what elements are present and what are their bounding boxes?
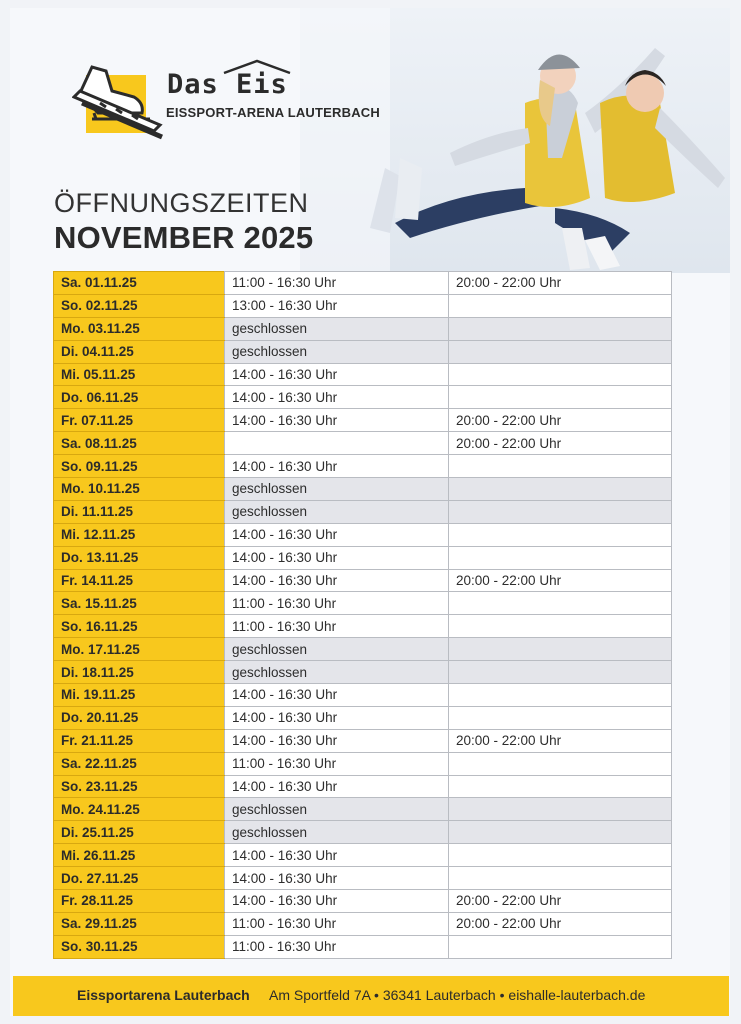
- table-row: [54, 523, 672, 546]
- time-slot-1: 11:00 - 16:30 Uhr: [225, 272, 449, 295]
- time-slot-2: [449, 363, 672, 386]
- page-title: ÖFFNUNGSZEITEN: [54, 188, 309, 218]
- day-cell: Mo. 10.11.25: [54, 478, 225, 501]
- table-row: [54, 340, 672, 363]
- day-cell: Do. 13.11.25: [54, 546, 225, 569]
- day-cell: Mi. 26.11.25: [54, 844, 225, 867]
- time-slot-2: [449, 935, 672, 958]
- day-cell: So. 02.11.25: [54, 294, 225, 317]
- day-cell: Mi. 19.11.25: [54, 684, 225, 707]
- table-row: [54, 844, 672, 867]
- time-slot-2: [449, 478, 672, 501]
- time-slot-2: [449, 546, 672, 569]
- table-row: [54, 752, 672, 775]
- day-cell: Do. 20.11.25: [54, 706, 225, 729]
- time-slot-1: geschlossen: [225, 798, 449, 821]
- time-slot-1: geschlossen: [225, 661, 449, 684]
- day-cell: Do. 06.11.25: [54, 386, 225, 409]
- table-row: [54, 775, 672, 798]
- time-slot-2: 20:00 - 22:00 Uhr: [449, 890, 672, 913]
- table-row: [54, 798, 672, 821]
- time-slot-1: 14:00 - 16:30 Uhr: [225, 386, 449, 409]
- time-slot-2: [449, 500, 672, 523]
- logo: [72, 63, 380, 153]
- table-row: [54, 500, 672, 523]
- day-cell: Mo. 24.11.25: [54, 798, 225, 821]
- time-slot-2: 20:00 - 22:00 Uhr: [449, 409, 672, 432]
- table-row: [54, 363, 672, 386]
- time-slot-2: 20:00 - 22:00 Uhr: [449, 569, 672, 592]
- schedule-table: [53, 271, 672, 959]
- time-slot-2: [449, 615, 672, 638]
- time-slot-2: [449, 684, 672, 707]
- logo-subtitle-b: LAUTERBACH: [287, 105, 380, 120]
- table-row: [54, 935, 672, 958]
- time-slot-1: geschlossen: [225, 340, 449, 363]
- logo-title: Das Eis: [167, 69, 288, 100]
- time-slot-1: 11:00 - 16:30 Uhr: [225, 752, 449, 775]
- table-row: [54, 684, 672, 707]
- day-cell: Mo. 17.11.25: [54, 638, 225, 661]
- logo-subtitle: [166, 105, 380, 120]
- time-slot-2: [449, 752, 672, 775]
- table-row: [54, 455, 672, 478]
- day-cell: Sa. 01.11.25: [54, 272, 225, 295]
- time-slot-1: geschlossen: [225, 821, 449, 844]
- time-slot-1: 14:00 - 16:30 Uhr: [225, 706, 449, 729]
- day-cell: Fr. 07.11.25: [54, 409, 225, 432]
- page-subtitle: NOVEMBER 2025: [54, 220, 314, 255]
- time-slot-2: [449, 592, 672, 615]
- day-cell: Fr. 21.11.25: [54, 729, 225, 752]
- day-cell: So. 16.11.25: [54, 615, 225, 638]
- time-slot-2: [449, 867, 672, 890]
- time-slot-1: 13:00 - 16:30 Uhr: [225, 294, 449, 317]
- time-slot-1: 14:00 - 16:30 Uhr: [225, 684, 449, 707]
- time-slot-1: 14:00 - 16:30 Uhr: [225, 455, 449, 478]
- time-slot-2: [449, 638, 672, 661]
- table-row: [54, 729, 672, 752]
- table-row: [54, 615, 672, 638]
- day-cell: Fr. 14.11.25: [54, 569, 225, 592]
- time-slot-2: 20:00 - 22:00 Uhr: [449, 729, 672, 752]
- day-cell: So. 09.11.25: [54, 455, 225, 478]
- day-cell: Mi. 12.11.25: [54, 523, 225, 546]
- table-row: [54, 821, 672, 844]
- day-cell: So. 23.11.25: [54, 775, 225, 798]
- day-cell: Di. 18.11.25: [54, 661, 225, 684]
- table-row: [54, 478, 672, 501]
- table-row: [54, 294, 672, 317]
- table-row: [54, 638, 672, 661]
- time-slot-2: [449, 317, 672, 340]
- time-slot-2: [449, 706, 672, 729]
- time-slot-1: 14:00 - 16:30 Uhr: [225, 890, 449, 913]
- ice-skate-logo-icon: [72, 63, 164, 145]
- time-slot-1: 14:00 - 16:30 Uhr: [225, 569, 449, 592]
- day-cell: Sa. 08.11.25: [54, 432, 225, 455]
- table-row: [54, 546, 672, 569]
- table-row: [54, 272, 672, 295]
- time-slot-1: 11:00 - 16:30 Uhr: [225, 935, 449, 958]
- time-slot-1: 14:00 - 16:30 Uhr: [225, 729, 449, 752]
- time-slot-2: 20:00 - 22:00 Uhr: [449, 432, 672, 455]
- time-slot-1: geschlossen: [225, 317, 449, 340]
- table-row: [54, 432, 672, 455]
- day-cell: So. 30.11.25: [54, 935, 225, 958]
- time-slot-2: [449, 844, 672, 867]
- time-slot-2: [449, 798, 672, 821]
- table-row: [54, 890, 672, 913]
- time-slot-2: 20:00 - 22:00 Uhr: [449, 272, 672, 295]
- time-slot-2: [449, 386, 672, 409]
- time-slot-1: geschlossen: [225, 500, 449, 523]
- table-row: [54, 409, 672, 432]
- time-slot-1: 11:00 - 16:30 Uhr: [225, 592, 449, 615]
- time-slot-1: 14:00 - 16:30 Uhr: [225, 523, 449, 546]
- day-cell: Sa. 15.11.25: [54, 592, 225, 615]
- time-slot-1: 14:00 - 16:30 Uhr: [225, 409, 449, 432]
- day-cell: Fr. 28.11.25: [54, 890, 225, 913]
- table-row: [54, 661, 672, 684]
- time-slot-2: [449, 661, 672, 684]
- day-cell: Di. 25.11.25: [54, 821, 225, 844]
- table-row: [54, 706, 672, 729]
- time-slot-2: 20:00 - 22:00 Uhr: [449, 912, 672, 935]
- time-slot-1: 14:00 - 16:30 Uhr: [225, 844, 449, 867]
- poster: [10, 8, 730, 1016]
- footer-address: Am Sportfeld 7A • 36341 Lauterbach • eishalle-lauterbach.de: [269, 987, 646, 1003]
- time-slot-2: [449, 455, 672, 478]
- table-row: [54, 912, 672, 935]
- day-cell: Mi. 05.11.25: [54, 363, 225, 386]
- time-slot-1: 14:00 - 16:30 Uhr: [225, 867, 449, 890]
- day-cell: Sa. 22.11.25: [54, 752, 225, 775]
- day-cell: Do. 27.11.25: [54, 867, 225, 890]
- footer: [13, 976, 729, 1016]
- time-slot-2: [449, 294, 672, 317]
- time-slot-1: 14:00 - 16:30 Uhr: [225, 775, 449, 798]
- time-slot-1: 14:00 - 16:30 Uhr: [225, 363, 449, 386]
- time-slot-1: 14:00 - 16:30 Uhr: [225, 546, 449, 569]
- table-row: [54, 592, 672, 615]
- time-slot-2: [449, 340, 672, 363]
- day-cell: Di. 04.11.25: [54, 340, 225, 363]
- day-cell: Sa. 29.11.25: [54, 912, 225, 935]
- table-row: [54, 317, 672, 340]
- time-slot-1: 11:00 - 16:30 Uhr: [225, 615, 449, 638]
- time-slot-1: [225, 432, 449, 455]
- logo-subtitle-a: EISSPORT-ARENA: [166, 105, 288, 120]
- time-slot-1: 11:00 - 16:30 Uhr: [225, 912, 449, 935]
- table-row: [54, 867, 672, 890]
- time-slot-2: [449, 821, 672, 844]
- day-cell: Di. 11.11.25: [54, 500, 225, 523]
- time-slot-2: [449, 775, 672, 798]
- table-row: [54, 386, 672, 409]
- day-cell: Mo. 03.11.25: [54, 317, 225, 340]
- table-row: [54, 569, 672, 592]
- footer-name: Eissportarena Lauterbach: [77, 987, 250, 1003]
- time-slot-1: geschlossen: [225, 638, 449, 661]
- time-slot-2: [449, 523, 672, 546]
- time-slot-1: geschlossen: [225, 478, 449, 501]
